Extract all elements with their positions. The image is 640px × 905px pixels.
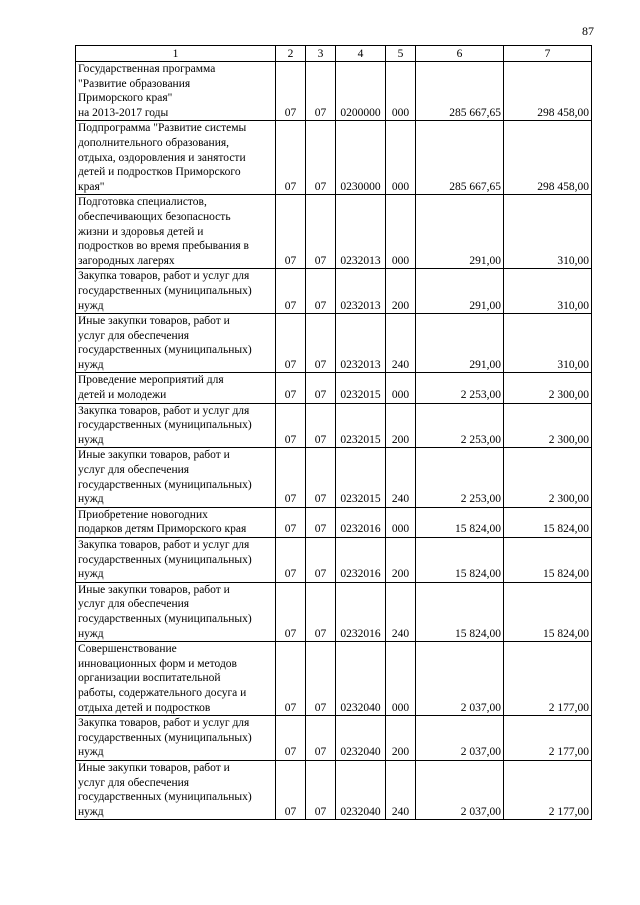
amount-year-1-cell: 291,00 <box>416 314 504 373</box>
subsection-code-cell: 07 <box>306 373 336 403</box>
row-name-cell <box>76 642 276 716</box>
table-row <box>76 195 592 269</box>
row-name-line: Закупка товаров, работ и услуг для <box>78 717 250 730</box>
row-name-line: детей и подростков Приморского <box>78 166 241 179</box>
amount-year-2-cell: 2 177,00 <box>504 716 592 761</box>
amount-year-1-cell: 15 824,00 <box>416 507 504 537</box>
row-name-line: загородных лагерях <box>78 254 175 267</box>
row-name-line: дополнительного образования, <box>78 136 230 149</box>
amount-year-2-cell: 2 300,00 <box>504 448 592 507</box>
target-article-code-cell: 0232013 <box>336 314 386 373</box>
row-name-line: государственных (муниципальных) <box>78 419 252 432</box>
row-name-line: нужд <box>78 627 104 640</box>
row-name-line: нужд <box>78 805 104 818</box>
row-name-line: Закупка товаров, работ и услуг для <box>78 539 250 551</box>
subsection-code-cell: 07 <box>306 62 336 121</box>
row-name-line: нужд <box>78 746 104 759</box>
subsection-code-cell: 07 <box>306 314 336 373</box>
header-row <box>76 46 592 62</box>
row-name-line: нужд <box>78 433 104 446</box>
row-name-cell <box>76 269 276 314</box>
row-name-cell <box>76 760 276 819</box>
row-name-cell <box>76 314 276 373</box>
table-row <box>76 642 592 716</box>
row-name-cell <box>76 507 276 537</box>
table-row <box>76 403 592 448</box>
row-name-line: работы, содержательного досуга и <box>78 686 247 699</box>
amount-year-1-cell: 2 253,00 <box>416 403 504 448</box>
row-name-cell <box>76 121 276 195</box>
subsection-code-cell: 07 <box>306 121 336 195</box>
table-row <box>76 538 592 583</box>
expense-type-code-cell: 200 <box>386 269 416 314</box>
row-name-line: Иные закупки товаров, работ и <box>78 583 230 596</box>
target-article-code-cell: 0200000 <box>336 62 386 121</box>
table-row <box>76 314 592 373</box>
amount-year-1-cell: 15 824,00 <box>416 538 504 583</box>
row-name-line: детей и молодежи <box>78 389 167 402</box>
row-name-line: Закупка товаров, работ и услуг для <box>78 270 250 283</box>
expense-type-code-cell: 200 <box>386 716 416 761</box>
section-code-cell: 07 <box>276 642 306 716</box>
section-code-cell: 07 <box>276 121 306 195</box>
section-code-cell: 07 <box>276 716 306 761</box>
section-code-cell: 07 <box>276 195 306 269</box>
row-name-line: услуг для обеспечения <box>78 464 190 477</box>
row-name-line: Совершенствование <box>78 643 177 656</box>
row-name-line: Приобретение новогодних <box>78 508 208 521</box>
page-number: 87 <box>582 24 594 38</box>
budget-table <box>75 45 592 820</box>
target-article-code-cell: 0232016 <box>336 582 386 641</box>
row-name-cell <box>76 403 276 448</box>
amount-year-2-cell: 15 824,00 <box>504 582 592 641</box>
row-name-line: государственных (муниципальных) <box>78 553 252 566</box>
row-name-line: Государственная программа <box>78 63 216 75</box>
row-name-line: Иные закупки товаров, работ и <box>78 315 230 328</box>
row-name-line: жизни и здоровья детей и <box>78 225 204 238</box>
row-name-cell <box>76 373 276 403</box>
row-name-cell <box>76 538 276 583</box>
row-name-line: государственных (муниципальных) <box>78 478 252 491</box>
amount-year-2-cell: 310,00 <box>504 195 592 269</box>
row-name-line: государственных (муниципальных) <box>78 344 252 357</box>
table-row <box>76 373 592 403</box>
column-header-4: 4 <box>336 46 386 62</box>
amount-year-1-cell: 291,00 <box>416 195 504 269</box>
target-article-code-cell: 0232013 <box>336 269 386 314</box>
expense-type-code-cell: 000 <box>386 195 416 269</box>
amount-year-1-cell: 2 253,00 <box>416 373 504 403</box>
target-article-code-cell: 0232015 <box>336 373 386 403</box>
target-article-code-cell: 0232040 <box>336 716 386 761</box>
expense-type-code-cell: 000 <box>386 62 416 121</box>
row-name-line: государственных (муниципальных) <box>78 731 252 744</box>
subsection-code-cell: 07 <box>306 195 336 269</box>
table-row <box>76 269 592 314</box>
row-name-line: услуг для обеспечения <box>78 598 190 611</box>
subsection-code-cell: 07 <box>306 642 336 716</box>
section-code-cell: 07 <box>276 403 306 448</box>
section-code-cell: 07 <box>276 62 306 121</box>
row-name-line: на 2013-2017 годы <box>78 106 169 119</box>
target-article-code-cell: 0232015 <box>336 403 386 448</box>
amount-year-1-cell: 2 037,00 <box>416 760 504 819</box>
target-article-code-cell: 0232015 <box>336 448 386 507</box>
row-name-line: обеспечивающих безопасность <box>78 210 231 223</box>
amount-year-1-cell: 15 824,00 <box>416 582 504 641</box>
subsection-code-cell: 07 <box>306 716 336 761</box>
amount-year-2-cell: 15 824,00 <box>504 507 592 537</box>
row-name-line: Приморского края" <box>78 92 173 105</box>
amount-year-2-cell: 15 824,00 <box>504 538 592 583</box>
column-header-2: 2 <box>276 46 306 62</box>
target-article-code-cell: 0232016 <box>336 507 386 537</box>
table-row <box>76 121 592 195</box>
table-row <box>76 582 592 641</box>
column-header-1: 1 <box>76 46 276 62</box>
table-body <box>76 62 592 820</box>
amount-year-1-cell: 2 253,00 <box>416 448 504 507</box>
subsection-code-cell: 07 <box>306 507 336 537</box>
row-name-line: государственных (муниципальных) <box>78 791 252 804</box>
table-header <box>76 46 592 62</box>
row-name-line: "Развитие образования <box>78 77 191 90</box>
table-row <box>76 448 592 507</box>
row-name-line: отдыха, оздоровления и занятости <box>78 151 246 164</box>
section-code-cell: 07 <box>276 373 306 403</box>
expense-type-code-cell: 000 <box>386 373 416 403</box>
row-name-line: услуг для обеспечения <box>78 329 190 342</box>
column-header-7: 7 <box>504 46 592 62</box>
row-name-line: отдыха детей и подростков <box>78 701 211 714</box>
amount-year-2-cell: 310,00 <box>504 314 592 373</box>
row-name-line: услуг для обеспечения <box>78 776 190 789</box>
row-name-line: государственных (муниципальных) <box>78 284 252 297</box>
row-name-line: инновационных форм и методов <box>78 657 237 670</box>
amount-year-2-cell: 298 458,00 <box>504 121 592 195</box>
row-name-cell <box>76 62 276 121</box>
column-header-3: 3 <box>306 46 336 62</box>
expense-type-code-cell: 240 <box>386 448 416 507</box>
row-name-line: нужд <box>78 299 104 312</box>
amount-year-2-cell: 2 177,00 <box>504 760 592 819</box>
expense-type-code-cell: 200 <box>386 403 416 448</box>
amount-year-2-cell: 310,00 <box>504 269 592 314</box>
amount-year-1-cell: 285 667,65 <box>416 62 504 121</box>
section-code-cell: 07 <box>276 538 306 583</box>
amount-year-2-cell: 2 177,00 <box>504 642 592 716</box>
expense-type-code-cell: 200 <box>386 538 416 583</box>
expense-type-code-cell: 240 <box>386 760 416 819</box>
table-row <box>76 760 592 819</box>
row-name-line: Подготовка специалистов, <box>78 196 207 209</box>
expense-type-code-cell: 000 <box>386 642 416 716</box>
target-article-code-cell: 0232016 <box>336 538 386 583</box>
row-name-cell <box>76 582 276 641</box>
amount-year-1-cell: 2 037,00 <box>416 716 504 761</box>
row-name-line: нужд <box>78 568 104 581</box>
subsection-code-cell: 07 <box>306 538 336 583</box>
subsection-code-cell: 07 <box>306 760 336 819</box>
target-article-code-cell: 0232040 <box>336 760 386 819</box>
table-row <box>76 716 592 761</box>
expense-type-code-cell: 000 <box>386 507 416 537</box>
row-name-cell <box>76 716 276 761</box>
expense-type-code-cell: 240 <box>386 582 416 641</box>
subsection-code-cell: 07 <box>306 448 336 507</box>
amount-year-1-cell: 285 667,65 <box>416 121 504 195</box>
row-name-line: Иные закупки товаров, работ и <box>78 449 230 462</box>
target-article-code-cell: 0232040 <box>336 642 386 716</box>
amount-year-2-cell: 2 300,00 <box>504 373 592 403</box>
subsection-code-cell: 07 <box>306 582 336 641</box>
section-code-cell: 07 <box>276 760 306 819</box>
row-name-cell <box>76 195 276 269</box>
expense-type-code-cell: 240 <box>386 314 416 373</box>
amount-year-2-cell: 2 300,00 <box>504 403 592 448</box>
row-name-line: края" <box>78 180 105 193</box>
target-article-code-cell: 0230000 <box>336 121 386 195</box>
target-article-code-cell: 0232013 <box>336 195 386 269</box>
section-code-cell: 07 <box>276 314 306 373</box>
table-row <box>76 62 592 121</box>
row-name-line: Проведение мероприятий для <box>78 374 224 387</box>
row-name-line: Иные закупки товаров, работ и <box>78 761 230 774</box>
amount-year-1-cell: 291,00 <box>416 269 504 314</box>
row-name-line: нужд <box>78 493 104 506</box>
row-name-line: подарков детям Приморского края <box>78 523 247 536</box>
table-row <box>76 507 592 537</box>
row-name-line: подростков во время пребывания в <box>78 240 249 253</box>
row-name-line: Подпрограмма "Развитие системы <box>78 122 247 135</box>
row-name-line: организации воспитательной <box>78 672 221 685</box>
row-name-line: Закупка товаров, работ и услуг для <box>78 404 250 417</box>
amount-year-2-cell: 298 458,00 <box>504 62 592 121</box>
amount-year-1-cell: 2 037,00 <box>416 642 504 716</box>
column-header-6: 6 <box>416 46 504 62</box>
column-header-5: 5 <box>386 46 416 62</box>
section-code-cell: 07 <box>276 448 306 507</box>
subsection-code-cell: 07 <box>306 403 336 448</box>
row-name-line: нужд <box>78 358 104 371</box>
row-name-line: государственных (муниципальных) <box>78 612 252 625</box>
section-code-cell: 07 <box>276 507 306 537</box>
row-name-cell <box>76 448 276 507</box>
expense-type-code-cell: 000 <box>386 121 416 195</box>
section-code-cell: 07 <box>276 582 306 641</box>
subsection-code-cell: 07 <box>306 269 336 314</box>
section-code-cell: 07 <box>276 269 306 314</box>
